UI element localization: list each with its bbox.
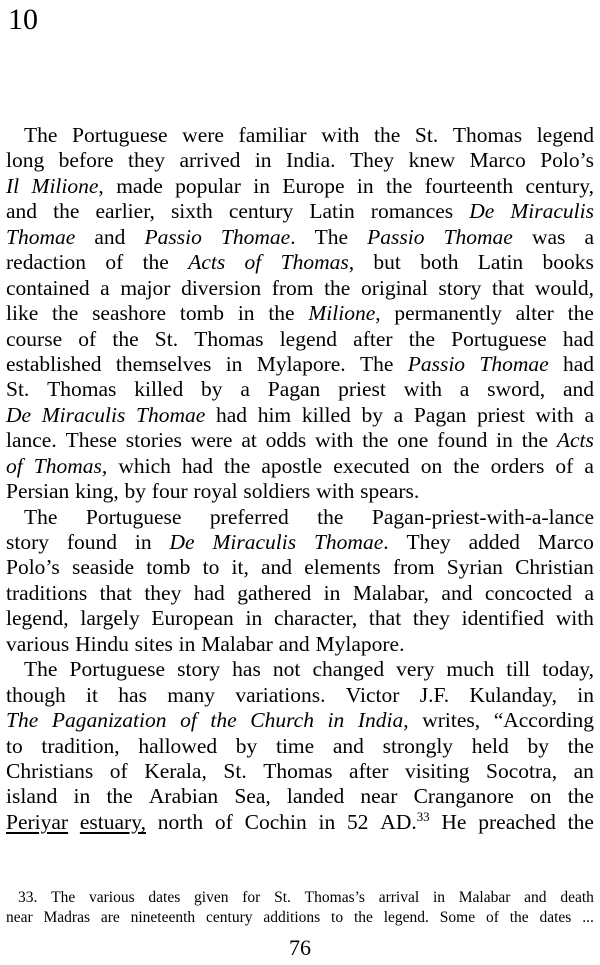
text-line: though it has many variations. Victor J.F. Kulanday, in xyxy=(6,682,594,707)
footnote-ref: 33 xyxy=(416,809,430,824)
text-line: various Hindu sites in Malabar and Mylapore. xyxy=(6,631,405,656)
text-line: long before they arrived in India. They knew Marco Polo’s xyxy=(6,148,594,173)
text-line: Il Milione, made popular in Europe in the fourteenth century, xyxy=(6,173,594,198)
text-line: established themselves in Mylapore. The Passio Thomae had xyxy=(6,351,594,376)
text-line: The Portuguese story has not changed very much till today, xyxy=(24,657,594,682)
folio: 76 xyxy=(289,935,311,960)
text-line: and the earlier, sixth century Latin romances De Miraculis xyxy=(6,199,594,224)
text-line: The Portuguese preferred the Pagan-priest-with-a-lance xyxy=(24,504,594,529)
text-line: Christians of Kerala, St. Thomas after visiting Socotra, an xyxy=(6,758,594,783)
text-line: Periyar estuary, north of Cochin in 52 AD.$^{33}$ He preached the xyxy=(6,809,594,834)
page-number: 10 xyxy=(8,3,38,36)
text-line: contained a major diversion from the original story that would, xyxy=(6,275,594,300)
text-line: redaction of the Acts of Thomas, but both Latin books xyxy=(6,250,594,275)
text-line: Polo’s seaside tomb to it, and elements from Syrian Christian xyxy=(6,555,594,580)
text-line: Thomae and Passio Thomae. The Passio Thomae was a xyxy=(6,224,594,249)
paragraph xyxy=(6,657,594,835)
text-line: to tradition, hallowed by time and strongly held by the xyxy=(6,733,594,758)
text-line: De Miraculis Thomae had him killed by a Pagan priest with a xyxy=(6,402,594,427)
footnote-line: 33. The various dates given for St. Thomas’s arrival in Malabar and death xyxy=(18,889,594,906)
text-line: course of the St. Thomas legend after the Portuguese had xyxy=(6,326,594,351)
text-line: like the seashore tomb in the Milione, permanently alter the xyxy=(6,301,594,326)
paragraph xyxy=(6,505,594,658)
text-line: The Paganization of the Church in India, writes, “According xyxy=(6,708,594,733)
footnote-line: near Madras are nineteenth century additions to the legend. Some of the dates ... xyxy=(6,908,594,926)
paragraph xyxy=(6,123,594,505)
footnote xyxy=(6,888,594,927)
text-line: island in the Arabian Sea, landed near Cranganore on the xyxy=(6,784,594,809)
text-line: Persian king, by four royal soldiers with spears. xyxy=(6,479,420,504)
text-line: legend, largely European in character, that they identified with xyxy=(6,606,594,631)
text-line: of Thomas, which had the apostle executed on the orders of a xyxy=(6,453,594,478)
text-line: story found in De Miraculis Thomae. They added Marco xyxy=(6,530,594,554)
body-text xyxy=(6,123,594,835)
text-line: St. Thomas killed by a Pagan priest with a sword, and xyxy=(6,377,594,402)
text-line: traditions that they had gathered in Malabar, and concocted a xyxy=(6,580,594,605)
text-line: lance. These stories were at odds with the one found in the Acts xyxy=(6,428,594,453)
text-line: The Portuguese were familiar with the St. Thomas legend xyxy=(24,123,594,147)
